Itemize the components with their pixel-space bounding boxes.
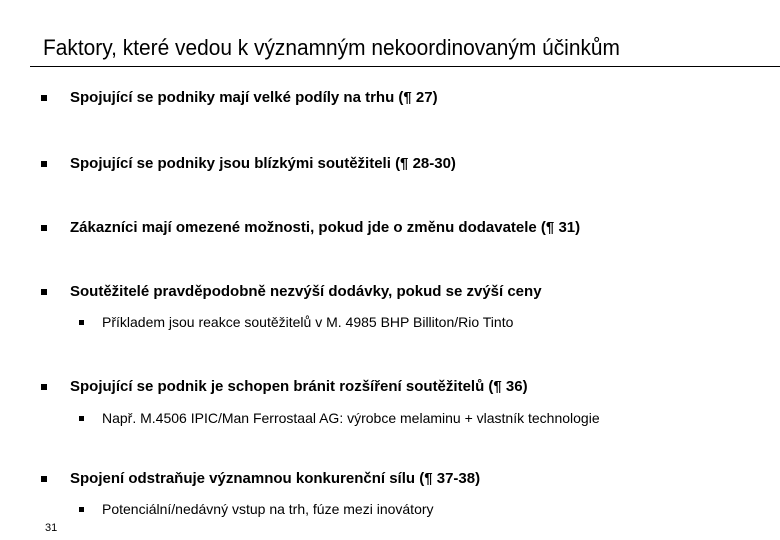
bullet-text: Soutěžitelé pravděpodobně nezvýší dodávky, pokud se zvýší ceny	[70, 283, 542, 300]
bullet-text: Spojující se podniky jsou blízkými soutěžiteli (¶ 28-30)	[70, 155, 456, 172]
sub-bullet-text: Příkladem jsou reakce soutěžitelů v M. 4985 BHP Billiton/Rio Tinto	[102, 314, 514, 330]
square-bullet-icon	[41, 95, 47, 101]
bullet-text: Spojující se podnik je schopen bránit rozšíření soutěžitelů (¶ 36)	[70, 378, 528, 395]
bullet-text: Spojující se podniky mají velké podíly na trhu (¶ 27)	[70, 89, 438, 106]
bullet-text: Spojení odstraňuje významnou konkurenční sílu (¶ 37-38)	[70, 470, 481, 487]
square-bullet-icon	[41, 289, 47, 295]
square-bullet-icon	[41, 476, 47, 482]
square-bullet-icon	[79, 320, 84, 325]
square-bullet-icon	[79, 507, 84, 512]
title-divider	[30, 66, 780, 67]
square-bullet-icon	[79, 416, 84, 421]
square-bullet-icon	[41, 384, 47, 390]
square-bullet-icon	[41, 225, 47, 231]
bullet-text: Zákazníci mají omezené možnosti, pokud jde o změnu dodavatele (¶ 31)	[70, 219, 581, 236]
slide-title: Faktory, které vedou k významným nekoordinovaným účinkům	[43, 35, 620, 60]
sub-bullet-text: Potenciální/nedávný vstup na trh, fúze mezi inovátory	[102, 501, 434, 517]
page-number: 31	[45, 522, 58, 534]
sub-bullet-text: Např. M.4506 IPIC/Man Ferrostaal AG: výrobce melaminu + vlastník technologie	[102, 410, 600, 426]
square-bullet-icon	[41, 161, 47, 167]
